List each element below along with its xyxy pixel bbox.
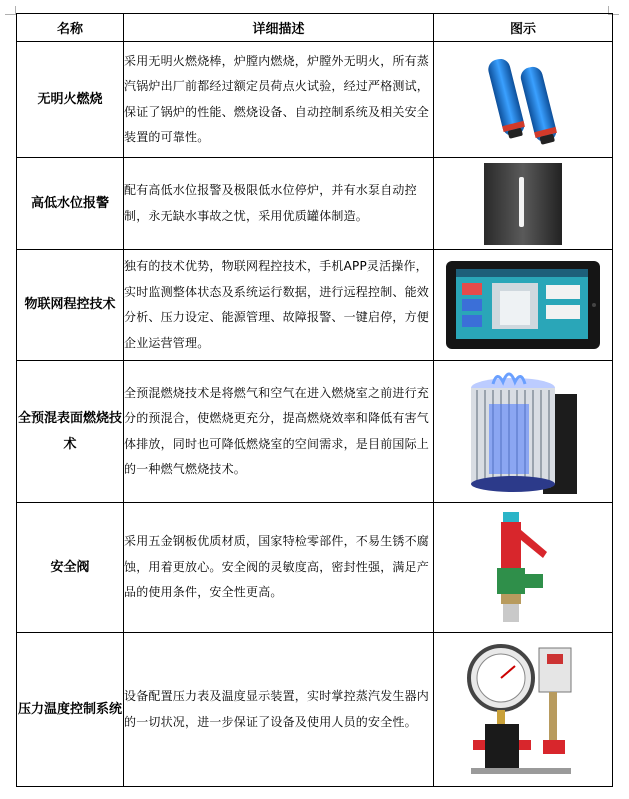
row-description: 设备配置压力表及温度显示装置，实时掌控蒸汽发生器内的一切状况，进一步保证了设备及使用人员的安全性。 [124, 633, 434, 787]
pressure-gauge-image [434, 633, 613, 787]
row-description: 全预混燃烧技术是将燃气和空气在进入燃烧室之前进行充分的预混合，使燃烧更充分，提高燃烧效率和降低有害气体排放，同时也可降低燃烧室的空间需求，是目前国际上的一种燃气燃烧技术。 [124, 361, 434, 503]
row-name: 物联网程控技术 [17, 250, 124, 361]
row-name: 全预混表面燃烧技术 [17, 361, 124, 503]
header-description: 详细描述 [124, 14, 434, 42]
water-level-gauge-image [434, 158, 613, 250]
header-name: 名称 [17, 14, 124, 42]
row-description: 采用无明火燃烧棒，炉膛内燃烧，炉膛外无明火，所有蒸汽锅炉出厂前都经过额定员荷点火试验，经过严格测试，保证了锅炉的性能、燃烧设备、自动控制系统及相关安全装置的可靠性。 [124, 42, 434, 158]
row-name: 高低水位报警 [17, 158, 124, 250]
row-name: 无明火燃烧 [17, 42, 124, 158]
row-name: 安全阀 [17, 503, 124, 633]
premix-burner-image [434, 361, 613, 503]
table-row [17, 158, 613, 250]
row-description: 采用五金钢板优质材质，国家特检零部件，不易生锈不腐蚀，用着更放心。安全阀的灵敏度高，密封性强，满足产品的使用条件，安全性更高。 [124, 503, 434, 633]
table-row [17, 361, 613, 503]
table-row [17, 633, 613, 787]
table-row [17, 250, 613, 361]
feature-table [16, 13, 613, 787]
safety-valve-image [434, 503, 613, 633]
table-row [17, 42, 613, 158]
table-row [17, 503, 613, 633]
control-panel-image [434, 250, 613, 361]
burner-rods-image [434, 42, 613, 158]
row-description: 配有高低水位报警及极限低水位停炉，并有水泵自动控制，永无缺水事故之忧，采用优质罐体制造。 [124, 158, 434, 250]
page-corner-mark-left [5, 6, 16, 15]
header-image: 图示 [434, 14, 613, 42]
row-name: 压力温度控制系统 [17, 633, 124, 787]
table-header-row [17, 14, 613, 42]
row-description: 独有的技术优势，物联网程控技术，手机APP灵活操作，实时监测整体状态及系统运行数据，进行远程控制、能效分析、压力设定、能源管理、故障报警、一键启停，方便企业运营管理。 [124, 250, 434, 361]
